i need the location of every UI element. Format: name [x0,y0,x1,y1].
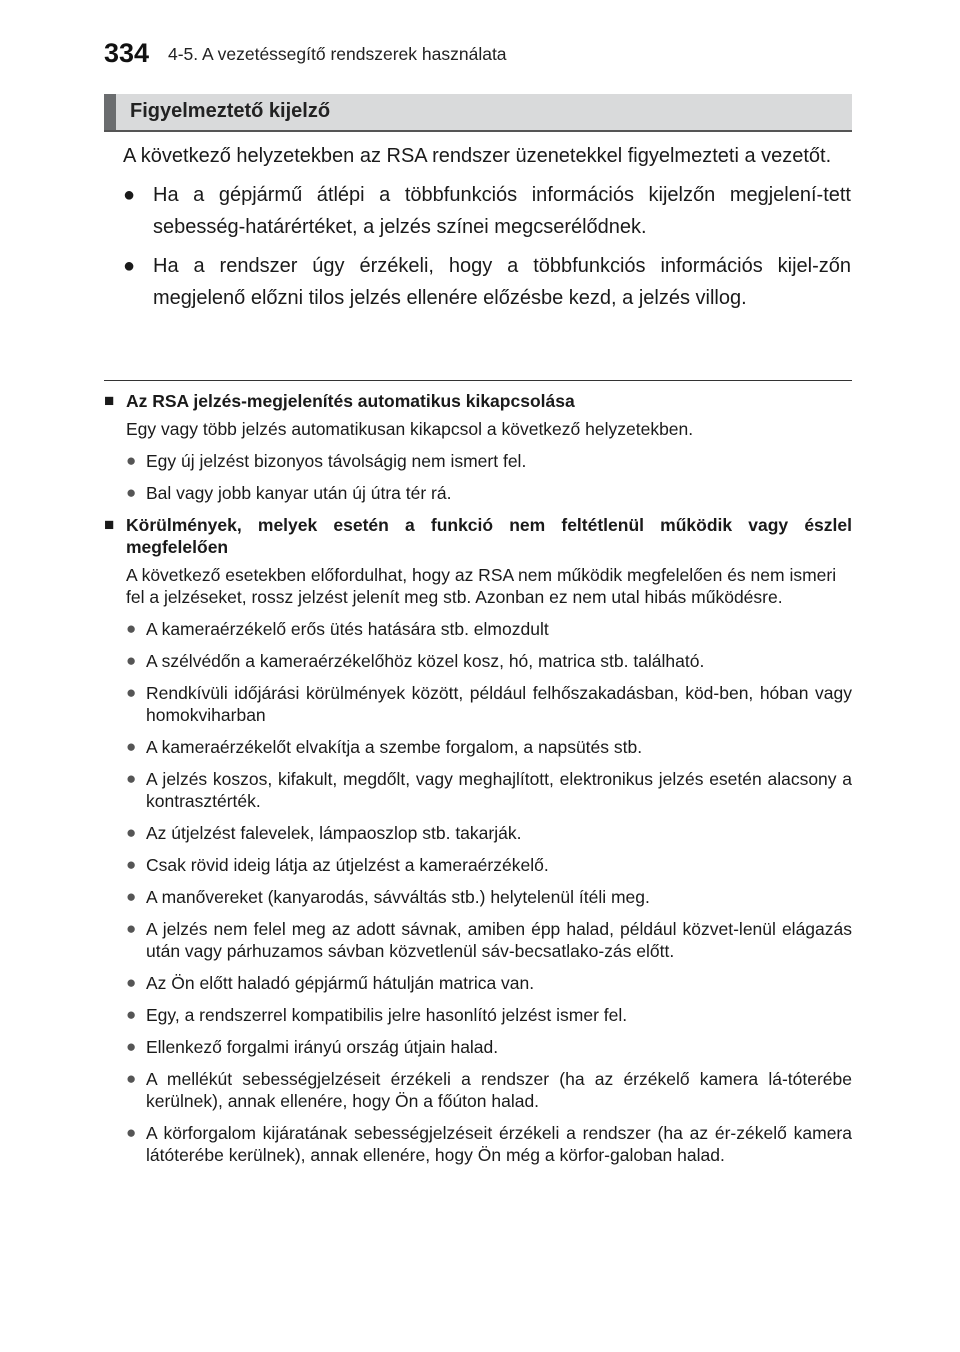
section-accent [104,94,116,130]
list-item [104,854,852,876]
bullet-dot: ● [126,737,137,756]
intro-text: A következő helyzetekben az RSA rendszer üzenetekkel figyelmezteti a vezetőt. [123,145,832,167]
list-item-text: Egy, a rendszerrel kompatibilis jelre hasonlító jelzést ismer fel. [146,1005,628,1025]
list-item [104,650,852,672]
bullet-dot: ● [126,887,137,906]
bullet-dot: ● [126,483,137,502]
list-item-text: A kameraérzékelő erős ütés hatására stb. elmozdult [146,619,549,639]
list-item-text: Csak rövid ideig látja az útjelzést a kameraérzékelő. [146,855,549,875]
list-item-text: A jelzés koszos, kifakult, megdőlt, vagy meghajlított, elektronikus jelzés esetén alacsony a kontrasztérték. [146,769,852,811]
section-title: Figyelmeztető kijelző [130,100,331,122]
list-item-text: Az Ön előtt haladó gépjármű hátulján matrica van. [146,973,535,993]
section-title-bar [104,94,852,132]
bullet-dot: ● [126,619,137,638]
bullet-dot: ● [126,855,137,874]
list-item-text: A mellékút sebességjelzéseit érzékeli a rendszer (ha az érzékelő kamera lá-tóterébe kerülnek), annak ellenére, hogy Ön a főúton halad. [146,1069,852,1111]
note-text: A következő esetekben előfordulhat, hogy az RSA nem működik megfelelően és nem ismeri fel a jelzéseket, rossz jelzést jelenít meg stb. Azonban ez nem utal hibás működésre. [126,565,837,607]
list-item-text: A jelzés nem felel meg az adott sávnak, amiben épp halad, például közvet-lenül elágazás után vagy párhuzamos sávban közvetlenül sáv-becsatlako-zás előtt. [146,919,852,961]
list-item [104,1036,852,1058]
list-item-text: Ha a gépjármű átlépi a többfunkciós információs kijelzőn megjelení-tett sebesség-határértéket, a jelzés színei megcserélődnek. [153,183,851,238]
bullet-dot: ● [126,1037,137,1056]
list-item-text: Ha a rendszer úgy érzékeli, hogy a többfunkciós információs kijel-zőn megjelenő előzni tilos jelzés ellenére előzésbe kezd, a jelzés villog. [153,254,851,309]
list-item-text: Az útjelzést falevelek, lámpaoszlop stb. takarják. [146,823,522,843]
list-item [104,682,852,726]
list-item [104,450,852,472]
bullet-dot: ● [126,769,137,788]
bullet-dot: ● [123,183,136,206]
note-heading-text: Körülmények, melyek esetén a funkció nem feltétlenül működik vagy észlel megfelelően [126,515,852,557]
list-item [104,822,852,844]
bullet-dot: ● [126,919,137,938]
list-item-text: A manővereket (kanyarodás, sávváltás stb.) helytelenül ítéli meg. [146,887,650,907]
list-item-text: A kameraérzékelőt elvakítja a szembe forgalom, a napsütés stb. [146,737,643,757]
list-item-text: Bal vagy jobb kanyar után új útra tér rá. [146,483,452,503]
list-item-text: Rendkívüli időjárási körülmények között, például felhőszakadásban, köd-ben, hóban vagy homokviharban [146,683,852,725]
divider [104,380,852,381]
note-heading [104,390,852,412]
bullet-dot: ● [126,1069,137,1088]
bullet-square: ■ [104,391,115,410]
list-item [104,1004,852,1026]
bullet-dot: ● [126,451,137,470]
bullet-dot: ● [126,823,137,842]
section-body [123,140,851,321]
list-item [123,179,851,244]
bullet-dot: ● [126,973,137,992]
list-item [104,618,852,640]
list-item-text: A szélvédőn a kameraérzékelőhöz közel kosz, hó, matrica stb. található. [146,651,705,671]
list-item-text: A körforgalom kijáratának sebességjelzéseit érzékeli a rendszer (ha az ér-zékelő kamera látóterébe kerülnek), annak ellenére, hogy Ön még a körfor-galoban halad. [146,1123,852,1165]
list-item [123,250,851,315]
chapter-title: 4-5. A vezetéssegítő rendszerek használata [168,44,507,64]
list-item [104,482,852,504]
bullet-dot: ● [126,683,137,702]
bullet-square: ■ [104,515,115,534]
notes-section [104,390,852,1176]
list-item [104,972,852,994]
list-item [104,1068,852,1112]
list-item [104,736,852,758]
list-item-text: Ellenkező forgalmi irányú ország útjain halad. [146,1037,499,1057]
bullet-dot: ● [126,1005,137,1024]
list-item-text: Egy új jelzést bizonyos távolságig nem ismert fel. [146,451,527,471]
list-item [104,918,852,962]
list-item [104,886,852,908]
note-text: Egy vagy több jelzés automatikusan kikapcsol a következő helyzetekben. [126,419,694,439]
note-heading-text: Az RSA jelzés-megjelenítés automatikus kikapcsolása [126,391,575,411]
bullet-dot: ● [123,254,136,277]
list-item [104,1122,852,1166]
bullet-dot: ● [126,1123,137,1142]
page-number: 334 [104,38,150,68]
bullet-dot: ● [126,651,137,670]
list-item [104,768,852,812]
note-heading [104,514,852,558]
